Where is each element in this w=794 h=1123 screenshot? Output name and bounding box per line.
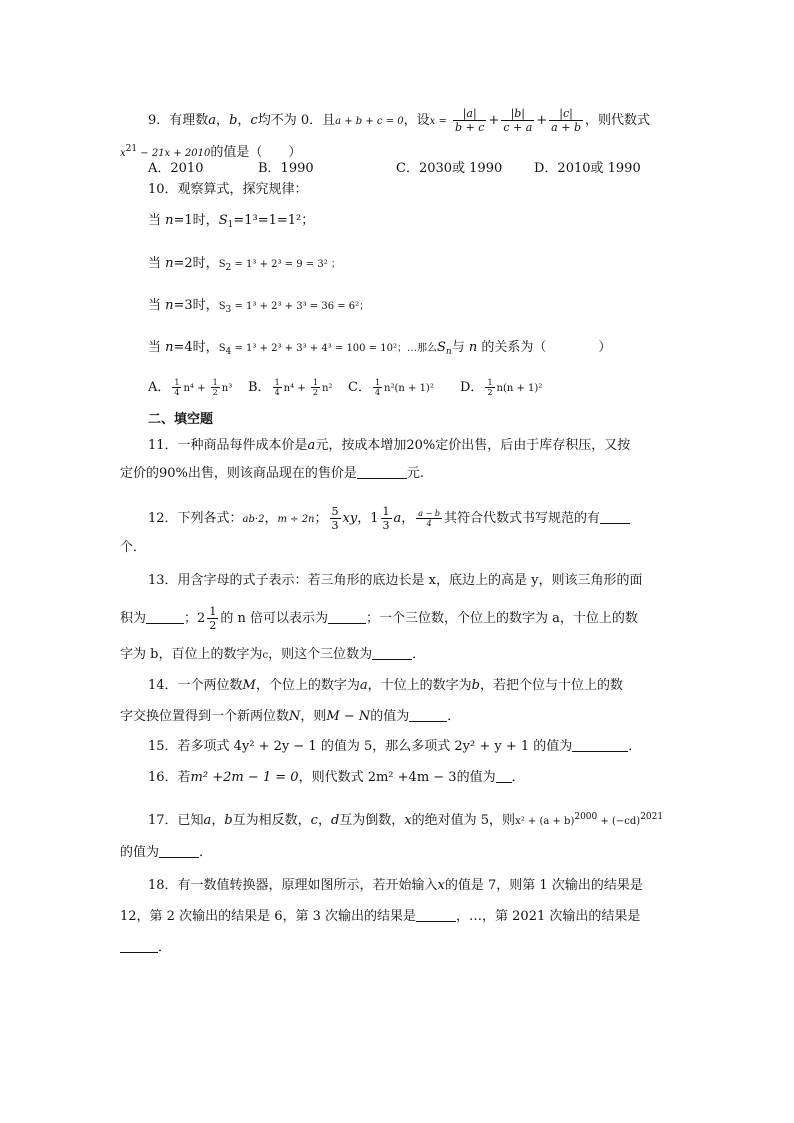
answer-blank[interactable] bbox=[409, 707, 447, 722]
option-a: A．2010 bbox=[148, 161, 204, 176]
section-heading-fill-in: 二、填空题 bbox=[148, 412, 214, 427]
question-10-title: 10．观察算式，探究规律： bbox=[148, 182, 308, 197]
option-d: D．2010或 1990 bbox=[534, 161, 641, 176]
answer-blank[interactable] bbox=[600, 509, 630, 524]
comma: ， bbox=[216, 113, 230, 128]
answer-blank[interactable] bbox=[159, 843, 199, 858]
q10-row-4: 当 n=4时，$S_4 = 1^3 + 2^3 + 3^3 + 4^3 = 100 = 10^2$；…那么$S_n$与 n 的关系为（ ） bbox=[148, 340, 612, 357]
answer-blank[interactable] bbox=[572, 737, 628, 752]
var-b: b bbox=[229, 113, 238, 128]
question-13-line-1: 13．用含字母的式子表示：若三角形的底边长是 x，底边上的高是 y，则该三角形的面 bbox=[148, 573, 643, 588]
answer-blank[interactable] bbox=[120, 938, 158, 953]
q9-text: ，则代数式 bbox=[584, 113, 650, 128]
option-d: D． $\frac{1}{2}$ n(n + 1)² bbox=[460, 378, 543, 397]
expr-x: x bbox=[120, 148, 126, 159]
question-12-line-2: 个． bbox=[120, 540, 147, 555]
option-c: C．2030或 1990 bbox=[396, 161, 503, 176]
q9-text: 9．有理数 bbox=[148, 113, 209, 128]
fraction-1: $\frac{|a|}{b + c}$ bbox=[455, 107, 485, 134]
q10-row-1: 当 n=1时，$S_1=1^3=1=1^2$； bbox=[148, 213, 315, 230]
question-13-line-3: 字为 b，百位上的数字为c，则这个三位数为 ． bbox=[120, 647, 426, 662]
question-15: 15．若多项式 4y² + 2y − 1 的值为 5，那么多项式 2y² + y + 1 的值为 ． bbox=[148, 739, 642, 754]
question-16: 16．若m² +2m − 1 = 0，则代数式 2m² +4m − 3的值为 ． bbox=[148, 770, 525, 785]
question-12-line-1: 12．下列各式：ab·2，m ÷ 2n； $\frac{5}{3}$ xy，1 $\frac{1}{3}$ a， $\frac{a - b}{4}$ 其符合代数式书写规范的有 bbox=[148, 505, 684, 532]
comma: ， bbox=[237, 113, 251, 128]
option-b: B．1990 bbox=[258, 161, 314, 176]
question-18-line-3: ． bbox=[120, 938, 684, 958]
var-a: a bbox=[208, 113, 217, 128]
question-13-line-2: 积为 ；2 $\frac{1}{2}$ 的 n 倍可以表示为 ；一个三位数，个位上的数字为 a，十位上的数 bbox=[120, 605, 638, 632]
question-11-line-1: 11．一种商品每件成本价是a元，按成本增加20%定价出售，后由于库存积压，又按 bbox=[148, 438, 631, 453]
fraction-2: $\frac{|b|}{c + a}$ bbox=[503, 107, 533, 134]
answer-blank[interactable] bbox=[372, 645, 412, 660]
q10-row-2: 当 n=2时，$S_2 = 1^3 + 2^3 = 9 = 3^2$ ； bbox=[148, 256, 341, 273]
x-equals: x = bbox=[429, 116, 447, 127]
answer-blank[interactable] bbox=[416, 907, 456, 922]
question-17-line-2: 的值为 ． bbox=[120, 845, 213, 860]
question-17-line-1: 17．已知a，b互为相反数，c，d互为倒数，x的绝对值为 5，则$x^2 + (a + b)^{2000} + (-cd)^{2021}$ bbox=[148, 812, 664, 828]
condition-expression: a + b + c = 0 bbox=[335, 116, 404, 127]
question-9-line-1: 9．有理数a，b，c均不为 0．且a + b + c = 0，设x = $\frac{|a|}{b + c}$ + $\frac{|b|}{c + a}$ + $\frac{|c|}{a + b}$ ，则代数式 bbox=[148, 107, 650, 134]
question-18-line-2: 12，第 2 次输出的结果是 6，第 3 次输出的结果是 ，…，第 2021 次输出的结果是 bbox=[120, 909, 641, 924]
answer-blank[interactable] bbox=[146, 609, 184, 624]
question-18-line-1: 18．有一数值转换器，原理如图所示，若开始输入x的值是 7，则第 1 次输出的结果是 bbox=[148, 878, 643, 893]
question-14-line-1: 14．一个两位数M，个位上的数字为a，十位上的数字为b，若把个位与十位上的数 bbox=[148, 678, 623, 693]
q9-text: ，设 bbox=[403, 113, 430, 128]
option-c: C． $\frac{1}{4}$ n²(n + 1)² bbox=[348, 378, 434, 397]
fraction-3: $\frac{|c|}{a + b}$ bbox=[551, 107, 581, 134]
expr-rest: − 21x + 2010 bbox=[137, 148, 211, 159]
answer-blank[interactable] bbox=[328, 609, 366, 624]
answer-blank[interactable] bbox=[357, 464, 407, 479]
option-b: B． $\frac{1}{4}$ n⁴ + $\frac{1}{2}$ n² bbox=[248, 378, 333, 397]
q10-row-3: 当 n=3时，$S_3 = 1^3 + 2^3 + 3^3 = 36 = 6^2$； bbox=[148, 298, 370, 315]
question-14-line-2: 字交换位置得到一个新两位数N，则M − N的值为 ． bbox=[120, 709, 461, 724]
question-11-line-2: 定价的90%出售，则该商品现在的售价是 元. bbox=[120, 466, 425, 481]
expr-exponent: 21 bbox=[125, 144, 138, 154]
question-9-options bbox=[148, 159, 684, 179]
answer-blank[interactable] bbox=[496, 768, 512, 783]
q9-answer-paren: 的值是（ ） bbox=[210, 145, 302, 160]
option-a: A． $\frac{1}{4}$ n⁴ + $\frac{1}{2}$ n³ bbox=[148, 378, 233, 397]
question-10-options bbox=[148, 378, 684, 399]
q9-text: 均不为 0．且 bbox=[257, 113, 336, 128]
var-c: c bbox=[250, 113, 258, 128]
